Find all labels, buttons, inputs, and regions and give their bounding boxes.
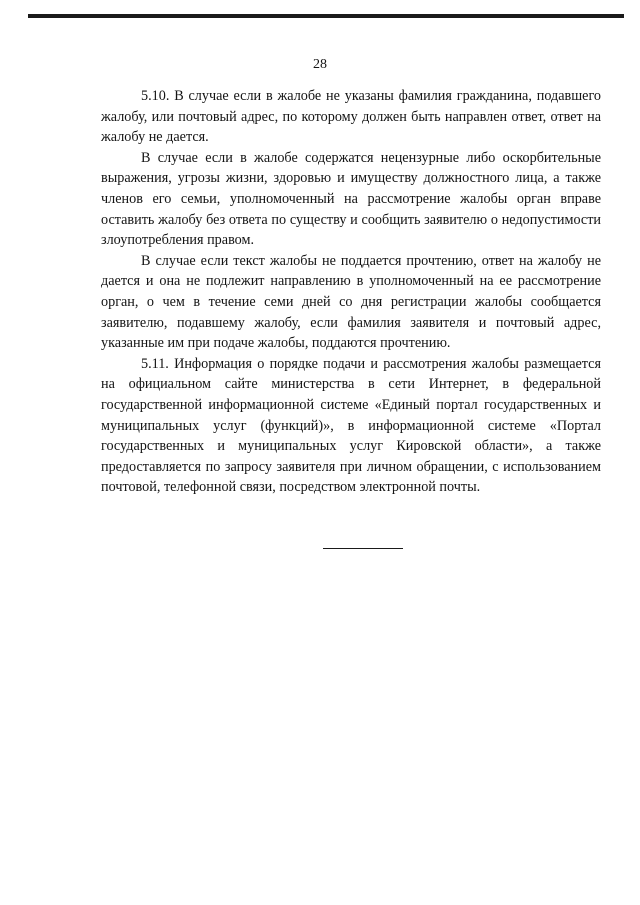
- paragraph-5-10: 5.10. В случае если в жалобе не указаны фамилия гражданина, подавшего жалобу, или почтовый адрес, по которому должен быть направлен ответ, ответ на жалобу не дается.: [101, 88, 601, 146]
- paragraph-unreadable-text: В случае если текст жалобы не поддается прочтению, ответ на жалобу не дается и она не подлежит направлению в уполномоченный на ее рассмотрение орган, о чем в течение семи дней со дня регистрации жалобы сообщается заявителю, подавшему жалобу, если фамилия заявителя и почтовый адрес, указанные им при подаче жалобы, поддаются прочтению.: [101, 252, 601, 352]
- page-number: 28: [313, 57, 327, 72]
- end-of-section-rule: [323, 548, 403, 549]
- paragraph-5-11: 5.11. Информация о порядке подачи и рассмотрения жалобы размещается на официальном сайте министерства в сети Интернет, в федеральной государственной информационной системе «Единый портал государственных и муниципальных услуг (функций)», в информационной системе «Портал государственных и муниципальных услуг Кировской области», а также предоставляется по запросу заявителя при личном обращении, с использованием почтовой, телефонной связи, посредством электронной почты.: [101, 355, 601, 496]
- document-body: [101, 86, 601, 498]
- paragraph-obscene-content: В случае если в жалобе содержатся нецензурные либо оскорбительные выражения, угрозы жизни, здоровью и имуществу должностного лица, а также членов его семьи, уполномоченный на рассмотрение жалобы орган вправе оставить жалобу без ответа по существу и сообщить заявителю о недопустимости злоупотребления правом.: [101, 149, 601, 249]
- scan-top-edge-line: [28, 14, 624, 18]
